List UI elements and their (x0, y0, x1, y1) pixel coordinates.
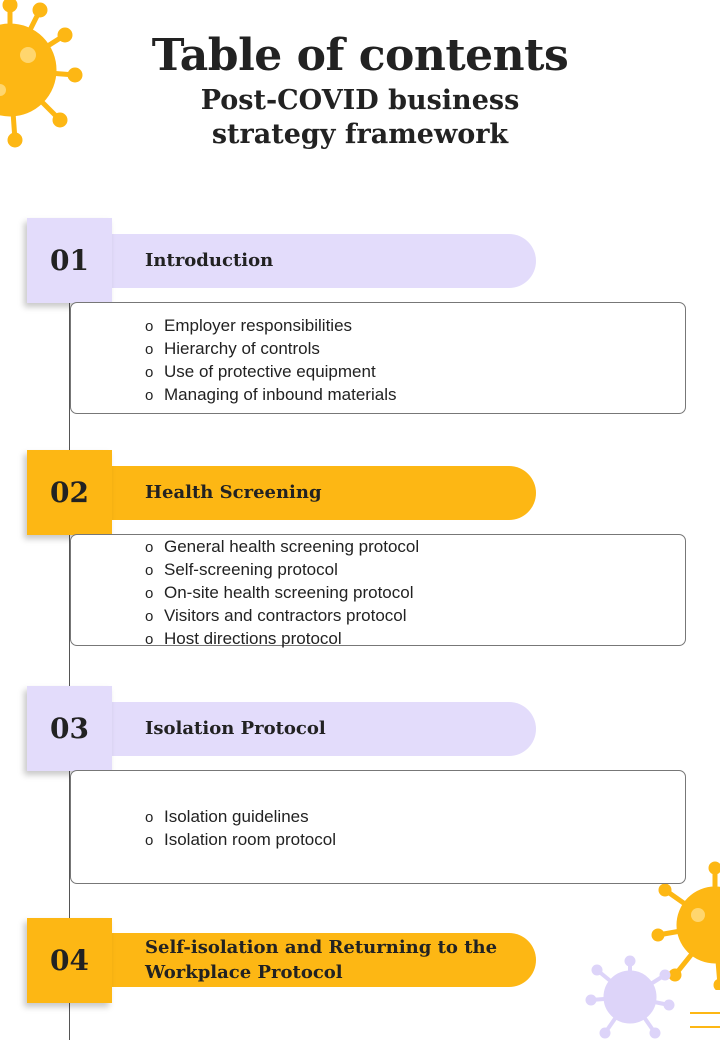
bullet-icon: o (145, 832, 154, 849)
list-item: o Host directions protocol (145, 628, 419, 651)
list-item: o On-site health screening protocol (145, 582, 419, 605)
bullet-icon: o (145, 364, 154, 381)
section-content-box (70, 770, 686, 884)
bullet-icon: o (145, 539, 154, 556)
page-subtitle (0, 84, 720, 152)
section-heading-line-1: Self-isolation and Returning to the (145, 937, 498, 958)
list-item: o Use of protective equipment (145, 361, 396, 384)
section-number: 03 (27, 686, 112, 771)
list-item: o General health screening protocol (145, 536, 419, 559)
section-number: 01 (27, 218, 112, 303)
section-number: 02 (27, 450, 112, 535)
bullet-icon: o (145, 341, 154, 358)
bullet-icon: o (145, 318, 154, 335)
section-number: 04 (27, 918, 112, 1003)
bullet-icon: o (145, 585, 154, 602)
bullet-icon: o (145, 608, 154, 625)
item-list (145, 806, 336, 852)
decor-line (690, 1012, 720, 1014)
virus-icon-lavender (585, 955, 675, 1040)
section-heading: Introduction (145, 250, 274, 271)
page-title: Table of contents (151, 30, 569, 81)
list-item: o Isolation guidelines (145, 806, 336, 829)
decor-line (690, 1026, 720, 1028)
section-heading: Health Screening (145, 482, 322, 503)
section-content-box (70, 534, 686, 646)
subtitle-line-1: Post-COVID business (200, 85, 520, 116)
item-list (145, 315, 396, 407)
section-heading (145, 935, 535, 985)
item-list (145, 536, 419, 651)
bullet-icon: o (145, 562, 154, 579)
list-item: o Isolation room protocol (145, 829, 336, 852)
list-item: o Hierarchy of controls (145, 338, 396, 361)
section-content-box (70, 302, 686, 414)
bullet-icon: o (145, 387, 154, 404)
list-item: o Employer responsibilities (145, 315, 396, 338)
bullet-icon: o (145, 631, 154, 648)
list-item: o Self-screening protocol (145, 559, 419, 582)
list-item: o Visitors and contractors protocol (145, 605, 419, 628)
section-heading-line-2: Workplace Protocol (145, 962, 343, 983)
list-item: o Managing of inbound materials (145, 384, 396, 407)
bullet-icon: o (145, 809, 154, 826)
subtitle-line-2: strategy framework (211, 119, 509, 150)
section-heading: Isolation Protocol (145, 718, 326, 739)
